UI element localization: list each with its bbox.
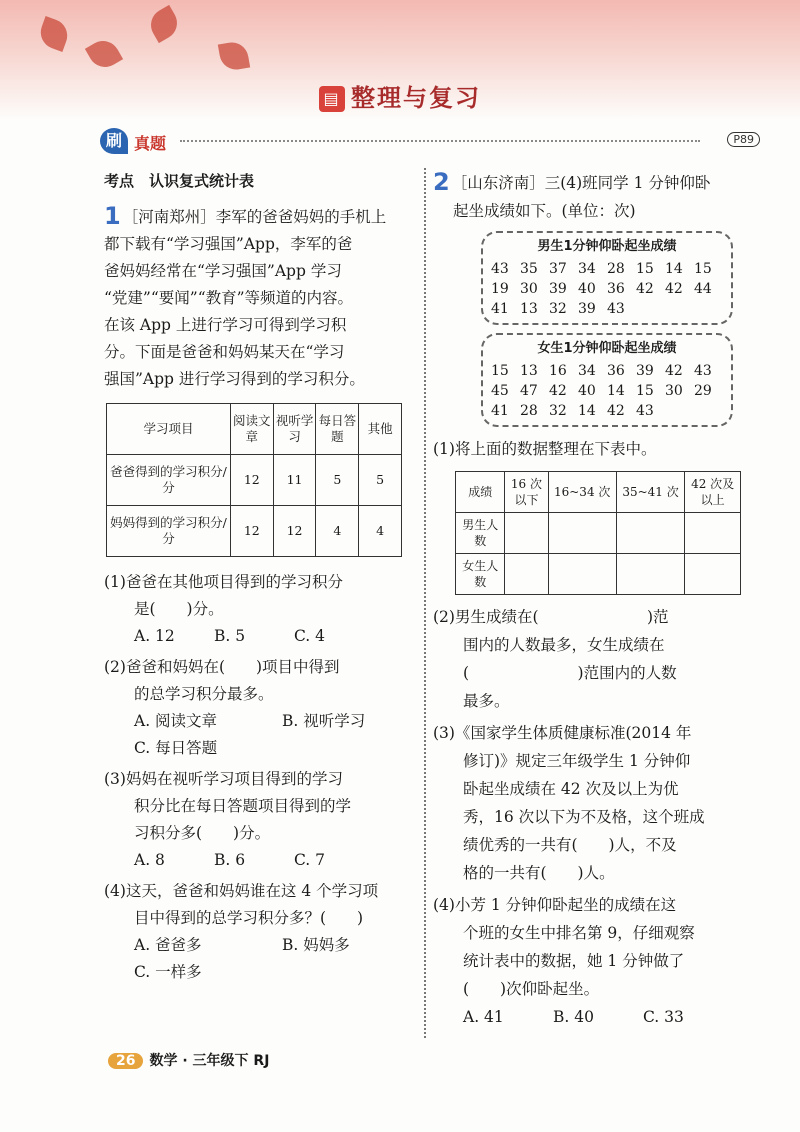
page-footer bbox=[108, 1050, 269, 1070]
subquestion-4: (4)小芳 1 分钟仰卧起坐的成绩在这 个班的女生中排名第 9，仔细观察 统计表中的数据，她 1 分钟做了 ( )次仰卧起坐。 A. 41 B. 40 C. 33 bbox=[433, 891, 733, 1031]
page-reference: P89 bbox=[727, 132, 760, 147]
answer-cell[interactable] bbox=[505, 513, 548, 554]
table-row: 男生人数 bbox=[456, 513, 741, 554]
question-number: 1 bbox=[104, 202, 121, 230]
option-b[interactable]: B. 妈妈多 bbox=[282, 936, 350, 954]
table-row: 学习项目 阅读文章 视听学习 每日答题 其他 bbox=[107, 404, 402, 455]
option-b[interactable]: B. 视听学习 bbox=[282, 712, 366, 730]
subquestion-1: (1)将上面的数据整理在下表中。 bbox=[433, 440, 657, 458]
answer-cell[interactable] bbox=[685, 554, 741, 595]
table-row: 妈妈得到的学习积分/分 12 12 4 4 bbox=[107, 506, 402, 557]
option-c[interactable]: C. 33 bbox=[643, 1008, 684, 1026]
maple-leaf-icon bbox=[218, 40, 250, 72]
subquestion-2: (2)男生成绩在( )范 围内的人数最多，女生成绩在 ( )范围内的人数 最多。 bbox=[433, 608, 677, 710]
column-divider bbox=[424, 168, 426, 1038]
option-c[interactable]: C. 4 bbox=[294, 627, 326, 645]
subquestion-2: (2)爸爸和妈妈在( )项目中得到 的总学习积分最多。 A. 阅读文章 B. 视听学习 C. 每日答题 bbox=[104, 654, 419, 762]
table-row: 女生人数 bbox=[456, 554, 741, 595]
table-row: 爸爸得到的学习积分/分 12 11 5 5 bbox=[107, 455, 402, 506]
option-c[interactable]: C. 每日答题 bbox=[134, 739, 218, 757]
question-1: 1 ［河南郑州］李军的爸爸妈妈的手机上 都下载有“学习强国”App，李军的爸 爸妈妈经常在“学习强国”App 学习 “党建”“要闻”“教育”等频道的内容。 在该 App 上进行学习可得到学习积 分。下面是爸爸和妈妈某天在“学习 强国”App 进行学习得到的学习积分。 bbox=[104, 202, 387, 388]
divider bbox=[180, 140, 700, 142]
subquestion-1: (1)爸爸在其他项目得到的学习积分 是( )分。 A. 12 B. 5 C. 4 bbox=[104, 569, 419, 650]
maple-leaf-icon bbox=[36, 16, 72, 52]
list-item: 19 30 39 40 36 42 42 44 bbox=[491, 281, 712, 297]
option-b[interactable]: B. 5 bbox=[214, 627, 246, 645]
brush-icon: 刷 bbox=[100, 128, 128, 154]
maple-leaf-icon bbox=[145, 5, 183, 43]
girls-scores-box: 女生1分钟仰卧起坐成绩 15 13 16 34 36 39 42 43 45 47 42 40 14 15 30 29 41 28 32 14 42 43 bbox=[481, 333, 733, 427]
subquestion-4: (4)这天，爸爸和妈妈谁在这 4 个学习项 目中得到的总学习积分多？( ) A. 爸爸多 B. 妈妈多 C. 一样多 bbox=[104, 878, 419, 986]
list-item: 45 47 42 40 14 15 30 29 bbox=[491, 383, 712, 399]
answer-cell[interactable] bbox=[616, 513, 684, 554]
list-item: 41 13 32 39 43 bbox=[491, 301, 625, 317]
section-label: 真题 bbox=[134, 134, 167, 153]
option-a[interactable]: A. 12 bbox=[134, 627, 175, 645]
table-row: 成绩 16 次以下 16~34 次 35~41 次 42 次及以上 bbox=[456, 472, 741, 513]
answer-cell[interactable] bbox=[616, 554, 684, 595]
kaodian-heading: 考点 认识复式统计表 bbox=[104, 172, 255, 190]
answer-cell[interactable] bbox=[685, 513, 741, 554]
answer-cell[interactable] bbox=[548, 554, 616, 595]
tally-table bbox=[455, 471, 741, 595]
question-2: 2 ［山东济南］三(4)班同学 1 分钟仰卧 起坐成绩如下。(单位：次) bbox=[433, 168, 711, 220]
option-b[interactable]: B. 6 bbox=[214, 851, 246, 869]
page-title: ▤ 整理与复习 bbox=[0, 78, 800, 113]
maple-leaf-icon bbox=[85, 35, 123, 73]
option-a[interactable]: A. 41 bbox=[463, 1008, 504, 1026]
option-c[interactable]: C. 一样多 bbox=[134, 963, 202, 981]
list-item: 43 35 37 34 28 15 14 15 bbox=[491, 261, 712, 277]
section-header bbox=[100, 128, 760, 154]
answer-cell[interactable] bbox=[548, 513, 616, 554]
option-a[interactable]: A. 8 bbox=[134, 851, 165, 869]
right-column bbox=[433, 168, 733, 1031]
subquestion-3: (3)《国家学生体质健康标准(2014 年 修订)》规定三年级学生 1 分钟仰 卧起坐成绩在 42 次及以上为优 秀，16 次以下为不及格，这个班成 绩优秀的一共有( )人，不及 格的一共有( )人。 bbox=[433, 724, 705, 882]
footer-text: 数学 · 三年级下 RJ bbox=[149, 1053, 270, 1069]
book-icon: ▤ bbox=[319, 86, 345, 112]
points-table bbox=[106, 403, 402, 557]
option-c[interactable]: C. 7 bbox=[294, 851, 326, 869]
option-a[interactable]: A. 阅读文章 bbox=[134, 712, 218, 730]
option-b[interactable]: B. 40 bbox=[553, 1008, 594, 1026]
list-item: 15 13 16 34 36 39 42 43 bbox=[491, 363, 712, 379]
left-column bbox=[104, 168, 419, 986]
answer-cell[interactable] bbox=[505, 554, 548, 595]
subquestion-3: (3)妈妈在视听学习项目得到的学习 积分比在每日答题项目得到的学 习积分多( )分。 A. 8 B. 6 C. 7 bbox=[104, 766, 419, 874]
boys-scores-box: 男生1分钟仰卧起坐成绩 43 35 37 34 28 15 14 15 19 30 39 40 36 42 42 44 41 13 32 39 43 bbox=[481, 231, 733, 325]
question-number: 2 bbox=[433, 168, 450, 196]
page-number: 26 bbox=[108, 1053, 143, 1069]
list-item: 41 28 32 14 42 43 bbox=[491, 403, 654, 419]
option-a[interactable]: A. 爸爸多 bbox=[134, 936, 202, 954]
